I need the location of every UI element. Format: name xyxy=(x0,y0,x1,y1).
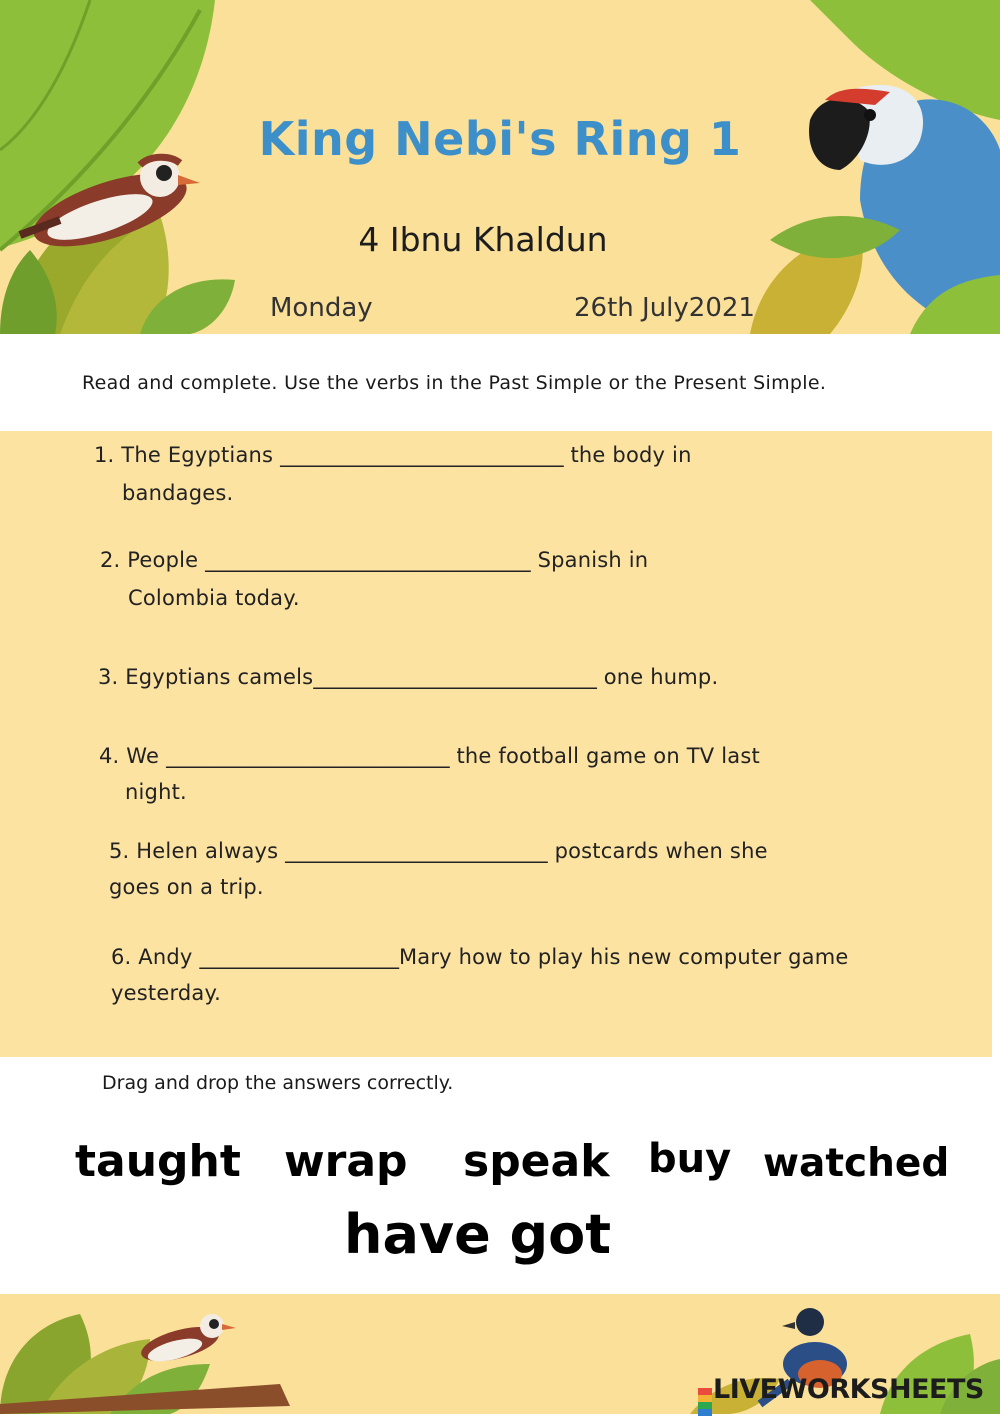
word-speak-draggable[interactable]: speak xyxy=(463,1136,610,1187)
header-banner xyxy=(0,0,1000,334)
word-taught-draggable[interactable]: taught xyxy=(75,1136,241,1187)
date-label: 26th July2021 xyxy=(574,293,755,323)
liveworksheets-logo-text: LIVEWORKSHEETS xyxy=(713,1374,984,1405)
question-3-answer-blank[interactable]: ___________________________ xyxy=(313,665,597,689)
question-2-text-before: 2. People xyxy=(100,548,199,572)
liveworksheets-logo[interactable] xyxy=(698,1374,984,1405)
word-have-got-draggable[interactable]: have got xyxy=(344,1203,612,1266)
word-buy-draggable[interactable]: buy xyxy=(648,1136,732,1182)
question-1-line2: bandages. xyxy=(122,481,234,505)
drag-instructions-text: Drag and drop the answers correctly. xyxy=(102,1072,454,1094)
question-5-text-after: postcards when she xyxy=(554,839,768,863)
question-6-text-after: Mary how to play his new computer game xyxy=(398,945,849,969)
question-5-answer-blank[interactable]: _________________________ xyxy=(285,839,548,863)
leaves-bottom-left-illustration xyxy=(0,1294,300,1414)
day-label: Monday xyxy=(270,293,373,323)
question-6 xyxy=(111,939,849,1011)
question-5 xyxy=(109,833,768,905)
word-watched-draggable[interactable]: watched xyxy=(763,1141,950,1186)
liveworksheets-logo-icon xyxy=(698,1385,712,1396)
question-5-line2: goes on a trip. xyxy=(109,875,264,899)
instructions-text: Read and complete. Use the verbs in the Past Simple or the Present Simple. xyxy=(82,372,827,394)
question-2 xyxy=(100,541,648,617)
question-4 xyxy=(99,738,760,810)
class-name: 4 Ibnu Khaldun xyxy=(358,220,608,259)
question-2-text-after: Spanish in xyxy=(537,548,649,572)
question-5-text-before: 5. Helen always xyxy=(109,839,279,863)
question-1 xyxy=(94,436,692,512)
question-4-line2: night. xyxy=(125,780,187,804)
question-3-text-after: one hump. xyxy=(603,665,719,689)
question-2-answer-blank[interactable]: _______________________________ xyxy=(205,548,531,572)
word-wrap-draggable[interactable]: wrap xyxy=(284,1136,408,1187)
question-6-text-before: 6. Andy xyxy=(111,945,193,969)
question-1-answer-blank[interactable]: ___________________________ xyxy=(280,443,564,467)
page-title: King Nebi's Ring 1 xyxy=(258,112,742,166)
question-4-text-after: the football game on TV last xyxy=(456,744,760,768)
question-4-text-before: 4. We xyxy=(99,744,160,768)
question-6-line2: yesterday. xyxy=(111,981,222,1005)
question-3 xyxy=(98,658,718,696)
question-6-answer-blank[interactable]: ___________________ xyxy=(199,945,399,969)
question-4-answer-blank[interactable]: ___________________________ xyxy=(166,744,450,768)
question-1-text-after: the body in xyxy=(570,443,692,467)
question-1-text-before: 1. The Egyptians xyxy=(94,443,274,467)
parrot-top-right-illustration xyxy=(750,0,1000,334)
question-2-line2: Colombia today. xyxy=(128,586,300,610)
question-3-text-before: 3. Egyptians camels xyxy=(98,665,314,689)
